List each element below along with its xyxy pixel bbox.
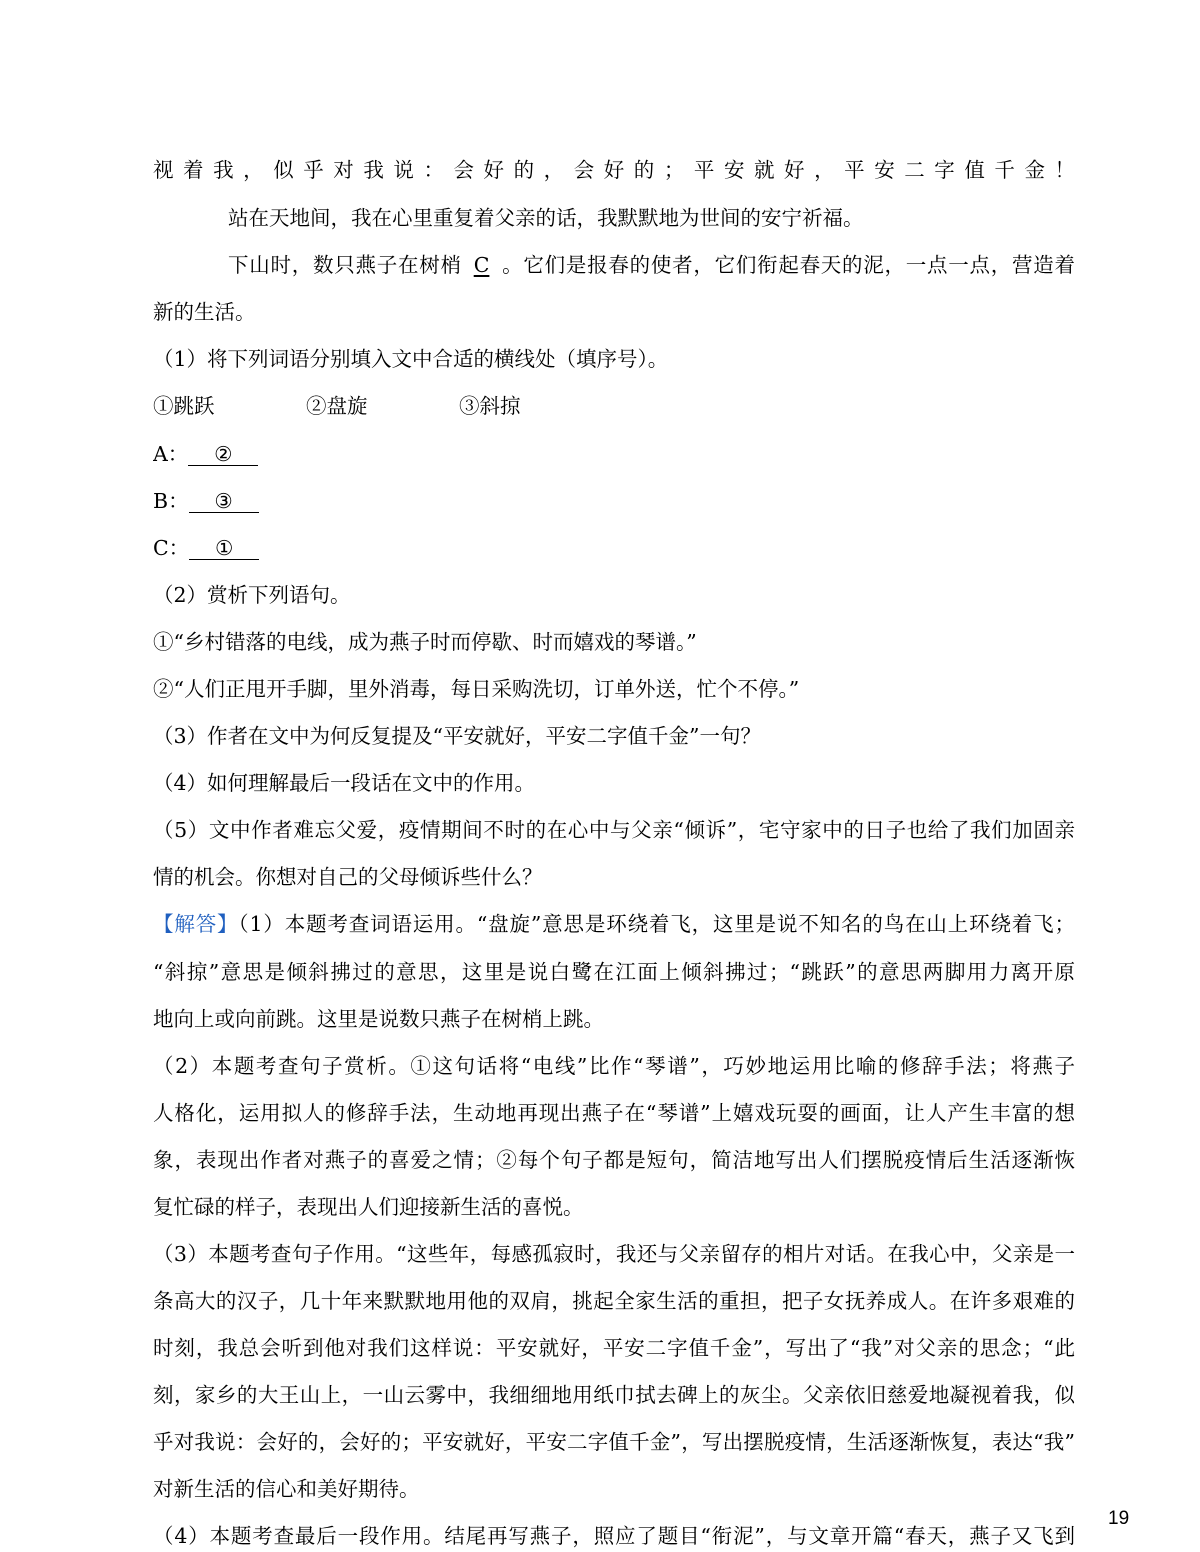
answer-text: （1）本题考查词语运用。“盘旋”意思是环绕着飞，这里是说不知名的鸟在山上环绕着飞； bbox=[238, 912, 1075, 936]
blank-answer: C bbox=[473, 253, 490, 277]
question-5: （5）文中作者难忘父爱，疫情期间不时的在心中与父亲“倾诉”，宅守家中的日子也给了我们加固亲 bbox=[153, 818, 1075, 842]
passage-text: 下山时，数只燕子在树梢 bbox=[228, 253, 462, 277]
answer-tag: 【解答】 bbox=[153, 912, 239, 936]
answer-line: 对新生活的信心和美好期待。 bbox=[153, 1477, 420, 1501]
answer-blank: ③ bbox=[189, 490, 259, 513]
answer-label: C： bbox=[153, 536, 190, 560]
passage-text: 。它们是报春的使者，它们衔起春天的泥，一点一点，营造着 bbox=[501, 253, 1075, 277]
answer-c bbox=[153, 534, 1075, 564]
answer-3: （3）本题考查句子作用。“这些年，每感孤寂时，我还与父亲留存的相片对话。在我心中，父亲是一 bbox=[153, 1242, 1075, 1266]
option-3: ③斜掠 bbox=[459, 394, 521, 418]
question-3: （3）作者在文中为何反复提及“平安就好，平安二字值千金”一句？ bbox=[153, 724, 762, 748]
answer-line: 时刻，我总会听到他对我们这样说：平安就好，平安二字值千金”，写出了“我”对父亲的思念；“此 bbox=[153, 1336, 1075, 1360]
answer-line: 人格化，运用拟人的修辞手法，生动地再现出燕子在“琴谱”上嬉戏玩耍的画面，让人产生丰富的想 bbox=[153, 1101, 1075, 1125]
answer-line: 地向上或向前跳。这里是说数只燕子在树梢上跳。 bbox=[153, 1007, 604, 1031]
question-2-sentence: ①“乡村错落的电线，成为燕子时而停歇、时而嬉戏的琴谱。” bbox=[153, 630, 697, 654]
answer-line: 乎对我说：会好的，会好的；平安就好，平安二字值千金”，写出摆脱疫情，生活逐渐恢复，表达“我” bbox=[153, 1430, 1075, 1454]
question-1: （1）将下列词语分别填入文中合适的横线处（填序号）。 bbox=[153, 347, 669, 371]
answer-1 bbox=[153, 910, 1075, 940]
question-2-sentence: ②“人们正甩开手脚，里外消毒，每日采购洗切，订单外送，忙个不停。” bbox=[153, 677, 800, 701]
question-4: （4）如何理解最后一段话在文中的作用。 bbox=[153, 771, 536, 795]
answer-2: （2）本题考查句子赏析。①这句话将“电线”比作“琴谱”，巧妙地运用比喻的修辞手法；将燕子 bbox=[153, 1054, 1075, 1078]
page-number: 19 bbox=[1108, 1508, 1130, 1529]
answer-line: 刻，家乡的大王山上，一山云雾中，我细细地用纸巾拭去碑上的灰尘。父亲依旧慈爱地凝视着我，似 bbox=[153, 1383, 1075, 1407]
answer-line: 条高大的汉子，几十年来默默地用他的双肩，挑起全家生活的重担，把子女抚养成人。在许多艰难的 bbox=[153, 1289, 1075, 1313]
answer-label: B： bbox=[153, 489, 189, 513]
passage-paragraph bbox=[228, 251, 1075, 281]
answer-line: 象，表现出作者对燕子的喜爱之情；②每个句子都是短句，简洁地写出人们摆脱疫情后生活逐渐恢 bbox=[153, 1148, 1075, 1172]
answer-line: 复忙碌的样子，表现出人们迎接新生活的喜悦。 bbox=[153, 1195, 584, 1219]
answer-b bbox=[153, 487, 1075, 517]
answer-label: A： bbox=[153, 442, 189, 466]
question-5: 情的机会。你想对自己的父母倾诉些什么？ bbox=[153, 865, 543, 889]
option-1: ①跳跃 bbox=[153, 394, 215, 418]
answer-line: “斜掠”意思是倾斜拂过的意思，这里是说白鹭在江面上倾斜拂过；“跳跃”的意思两脚用力离开原 bbox=[153, 960, 1075, 984]
answer-4: （4）本题考查最后一段作用。结尾再写燕子，照应了题目“衔泥”，与文章开篇“春天，燕子又飞到 bbox=[153, 1524, 1075, 1548]
option-2: ②盘旋 bbox=[306, 394, 368, 418]
word-options bbox=[153, 392, 1075, 422]
answer-a bbox=[153, 440, 1075, 470]
passage-paragraph: 站在天地间，我在心里重复着父亲的话，我默默地为世间的安宁祈福。 bbox=[228, 206, 864, 230]
passage-line: 视着我，似乎对我说：会好的，会好的；平安就好，平安二字值千金！ bbox=[153, 158, 1075, 182]
answer-blank: ② bbox=[188, 443, 258, 466]
question-2: （2）赏析下列语句。 bbox=[153, 583, 351, 607]
answer-blank: ① bbox=[189, 537, 259, 560]
passage-line: 新的生活。 bbox=[153, 300, 256, 324]
